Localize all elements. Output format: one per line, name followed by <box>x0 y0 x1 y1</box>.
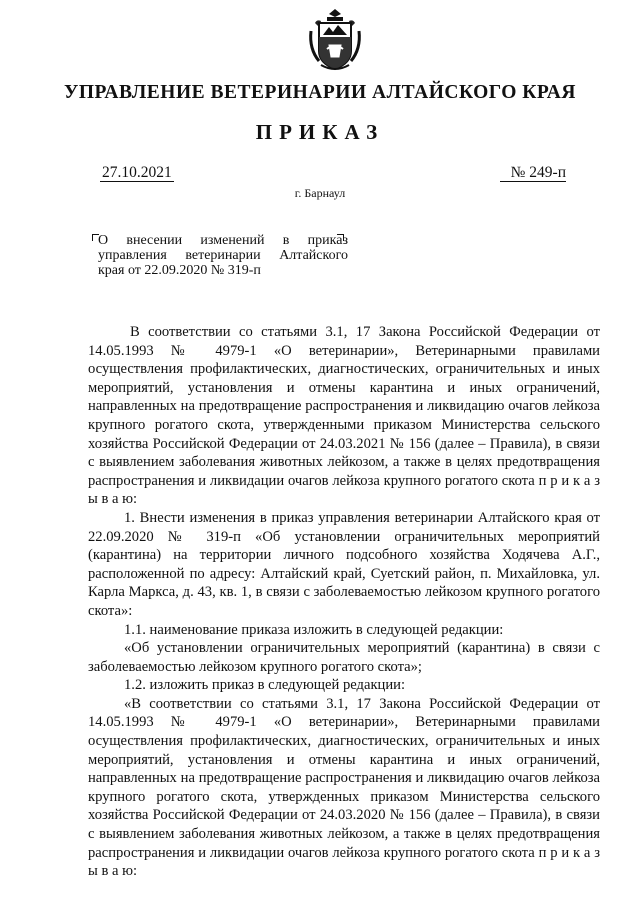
document-type: ПРИКАЗ <box>255 120 385 144</box>
quoted-order-word: п р и к а з ы в а ю: <box>88 844 600 880</box>
item-1-1-text: «Об установлении ограничительных мероприятий (карантина) в связи с заболеваемостью лейкозом крупного рогатого скота»; <box>88 640 600 675</box>
order-date: 27.10.2021 <box>100 164 174 182</box>
subject-line: края от 22.09.2020 № 319-п <box>98 263 261 278</box>
order-body <box>88 323 600 881</box>
preamble-paragraph <box>88 323 600 509</box>
quoted-paragraph <box>88 695 600 881</box>
item-1-1: 1.1. наименование приказа изложить в следующей редакции: <box>124 621 504 638</box>
preamble-text: В соответствии со статьями 3.1, 17 Закона Российской Федерации от 14.05.1993 № 4979-1 «О ветеринарии», Ветеринарными правилами осуществления профилактических, диагностических, ограничительных и иных мероприятий, установления и отмены карантина и иных ограничений, направленных на предотвращение распространения и ликвидацию очагов лейкоза крупного рогатого скота, утвержденными приказом Министерства сельского хозяйства Российской Федерации от 24.03.2021 № 156 (далее – Правила), в связи с выявлением заболевания животных лейкозом, а также в целях предотвращения распространения и ликвидации очагов лейкоза крупного рогатого скота <box>88 324 600 489</box>
subject-line: управления ветеринарии Алтайского <box>98 248 348 263</box>
item-1-2: 1.2. изложить приказ в следующей редакции: <box>124 677 406 694</box>
item-1: 1. Внести изменения в приказ управления ветеринарии Алтайского края от 22.09.2020 № 319-п «Об установлении ограничительных мероприятий (карантина) на территории личного подсобного хозяйства Ходячева А.Г., расположенной по адресу: Алтайский край, Суетский район, п. Михайловка, ул. Карла Маркса, д. 43, кв. 1, в связи с заболеваемостью лейкозом крупного рогатого скота»: <box>88 509 600 619</box>
city: г. Барнаул <box>294 186 346 200</box>
order-subject <box>98 233 348 278</box>
subject-line: О внесении изменений в приказ <box>98 233 348 248</box>
order-word: п р и к а з ы в а ю: <box>88 472 600 508</box>
order-number: № 249-п <box>500 164 566 182</box>
coat-of-arms-icon <box>305 5 365 75</box>
organization-title: УПРАВЛЕНИЕ ВЕТЕРИНАРИИ АЛТАЙСКОГО КРАЯ <box>64 82 576 103</box>
quoted-text: «В соответствии со статьями 3.1, 17 Закона Российской Федерации от 14.05.1993 № 4979-1 «О ветеринарии», Ветеринарными правилами осуществления профилактических, диагностических, ограничительных и иных мероприятий, установления и отмены карантина и иных ограничений, направленных на предотвращение распространения и ликвидацию очагов лейкоза крупного рогатого скота, утвержденных приказом Министерства сельского хозяйства Российской Федерации от 24.03.2020 № 156 (далее – Правила), в связи с выявлением заболевания животных лейкозом, а также в целях предотвращения распространения и ликвидации очагов лейкоза крупного рогатого скота <box>88 695 600 861</box>
